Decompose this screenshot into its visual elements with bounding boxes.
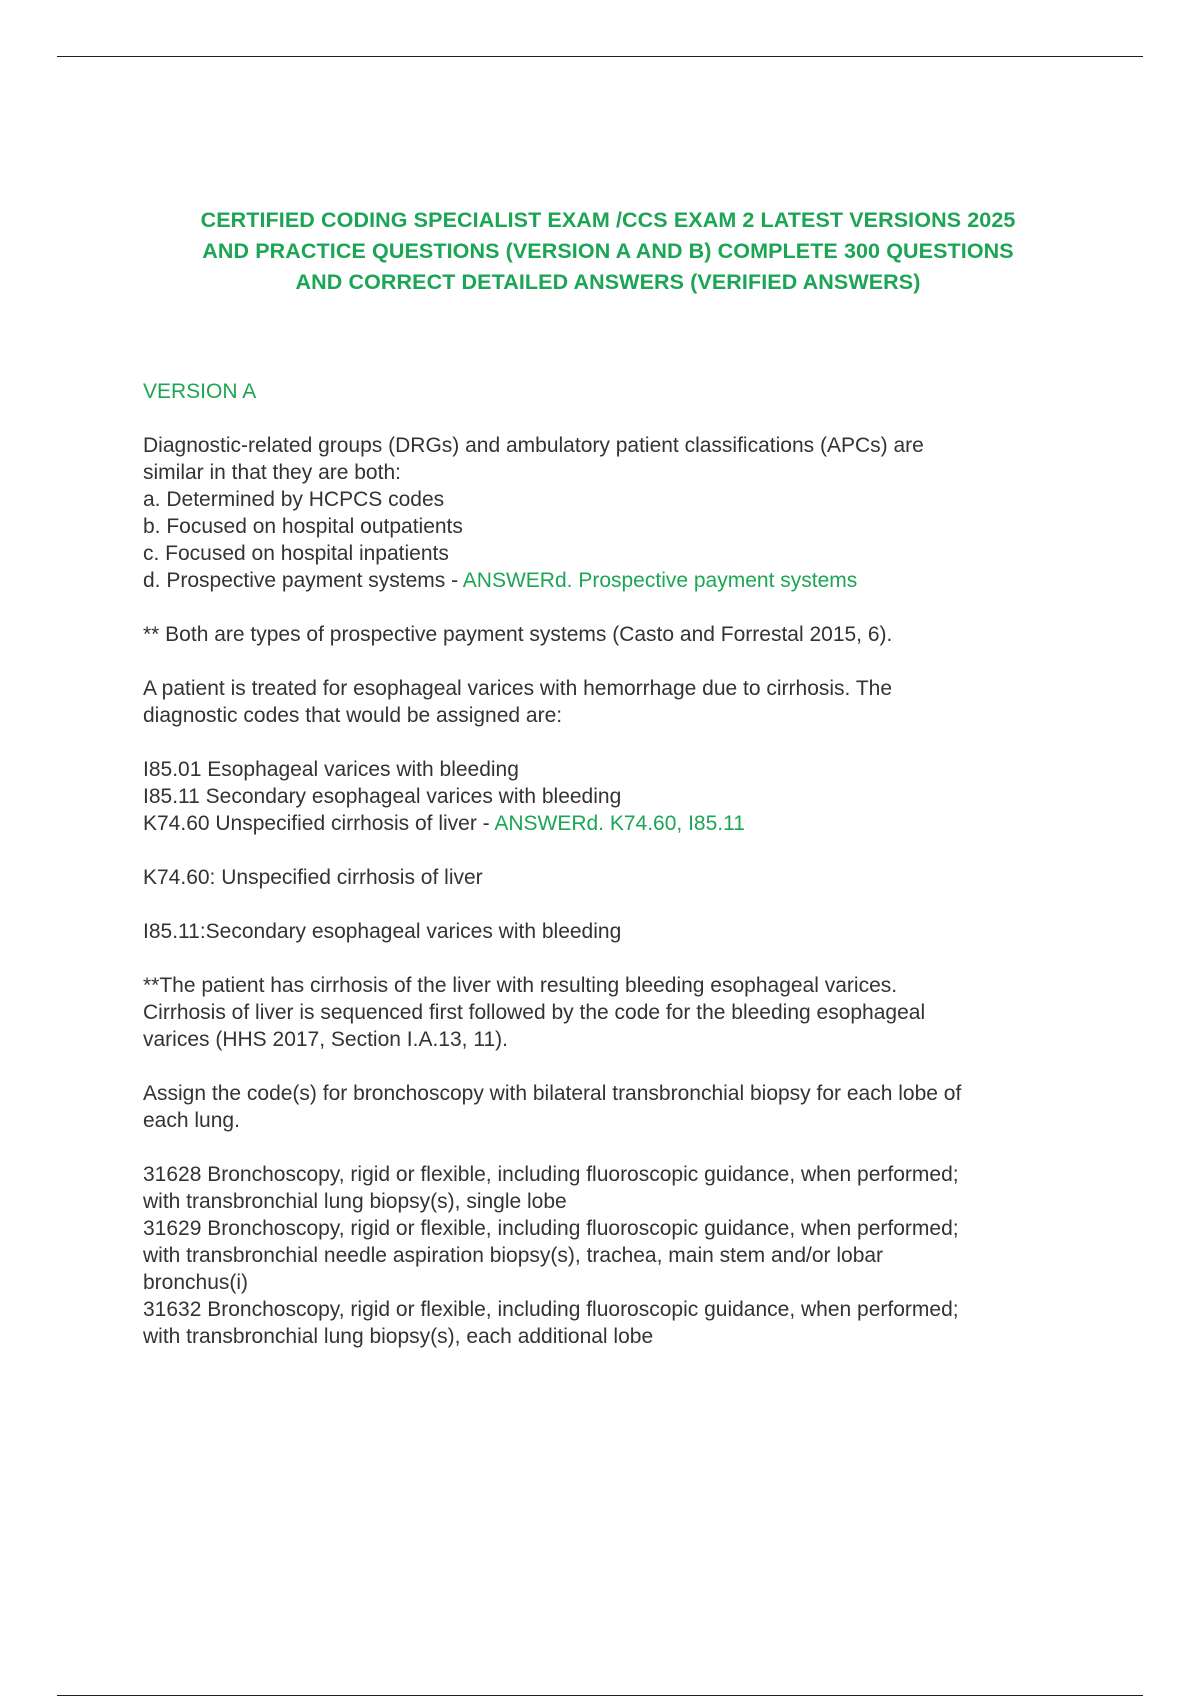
title-line-3: AND CORRECT DETAILED ANSWERS (VERIFIED ANSWERS)	[295, 270, 921, 294]
q2-code-3-line	[143, 810, 1073, 837]
q2-code-1: I85.01 Esophageal varices with bleeding	[143, 758, 519, 781]
q1-option-b: b. Focused on hospital outpatients	[143, 515, 463, 538]
q1-stem-line-1: Diagnostic-related groups (DRGs) and ambulatory patient classifications (APCs) are	[143, 434, 924, 457]
q3-code-1-line-1: 31628 Bronchoscopy, rigid or flexible, including fluoroscopic guidance, when performed;	[143, 1163, 959, 1186]
q3-code-2-line-3: bronchus(i)	[143, 1271, 249, 1294]
question-2	[143, 675, 1073, 1053]
q2-rationale-line-1: **The patient has cirrhosis of the liver with resulting bleeding esophageal varices.	[143, 974, 898, 997]
q2-answer: ANSWERd. K74.60, I85.11	[494, 812, 745, 835]
document-body	[143, 205, 1073, 1350]
footer-rule	[57, 1695, 1143, 1696]
q2-code-3: K74.60 Unspecified cirrhosis of liver -	[143, 812, 495, 835]
question-3	[143, 1080, 1073, 1350]
q2-stem-line-1: A patient is treated for esophageal varices with hemorrhage due to cirrhosis. The	[143, 677, 893, 700]
title-line-1: CERTIFIED CODING SPECIALIST EXAM /CCS EXAM 2 LATEST VERSIONS 2025	[200, 208, 1016, 232]
q3-code-1-line-2: with transbronchial lung biopsy(s), single lobe	[143, 1190, 567, 1213]
q1-option-c: c. Focused on hospital inpatients	[143, 542, 449, 565]
header-rule	[57, 56, 1143, 57]
q2-rationale-line-3: varices (HHS 2017, Section I.A.13, 11).	[143, 1028, 508, 1051]
q3-code-2-line-2: with transbronchial needle aspiration biopsy(s), trachea, main stem and/or lobar	[143, 1244, 884, 1267]
q2-note-2: I85.11:Secondary esophageal varices with bleeding	[143, 920, 622, 943]
q2-note-1: K74.60: Unspecified cirrhosis of liver	[143, 866, 483, 889]
title-line-2: AND PRACTICE QUESTIONS (VERSION A AND B) COMPLETE 300 QUESTIONS	[202, 239, 1014, 263]
q2-code-2: I85.11 Secondary esophageal varices with bleeding	[143, 785, 622, 808]
q1-answer: ANSWERd. Prospective payment systems	[462, 569, 858, 592]
q3-stem-line-2: each lung.	[143, 1109, 240, 1132]
q3-code-2-line-1: 31629 Bronchoscopy, rigid or flexible, including fluoroscopic guidance, when performed;	[143, 1217, 959, 1240]
q3-stem-line-1: Assign the code(s) for bronchoscopy with bilateral transbronchial biopsy for each lobe of	[143, 1082, 962, 1105]
document-title	[143, 205, 1073, 298]
q1-option-d: d. Prospective payment systems -	[143, 569, 463, 592]
q1-option-d-line	[143, 567, 1073, 594]
q2-stem-line-2: diagnostic codes that would be assigned are:	[143, 704, 563, 727]
q3-code-3-line-1: 31632 Bronchoscopy, rigid or flexible, including fluoroscopic guidance, when performed;	[143, 1298, 959, 1321]
q1-rationale: ** Both are types of prospective payment systems (Casto and Forrestal 2015, 6).	[143, 623, 893, 646]
q1-stem-line-2: similar in that they are both:	[143, 461, 401, 484]
q1-option-a: a. Determined by HCPCS codes	[143, 488, 445, 511]
q3-code-3-line-2: with transbronchial lung biopsy(s), each additional lobe	[143, 1325, 654, 1348]
version-label: VERSION A	[143, 380, 257, 403]
question-1	[143, 432, 1073, 648]
q2-rationale-line-2: Cirrhosis of liver is sequenced first followed by the code for the bleeding esophageal	[143, 1001, 926, 1024]
